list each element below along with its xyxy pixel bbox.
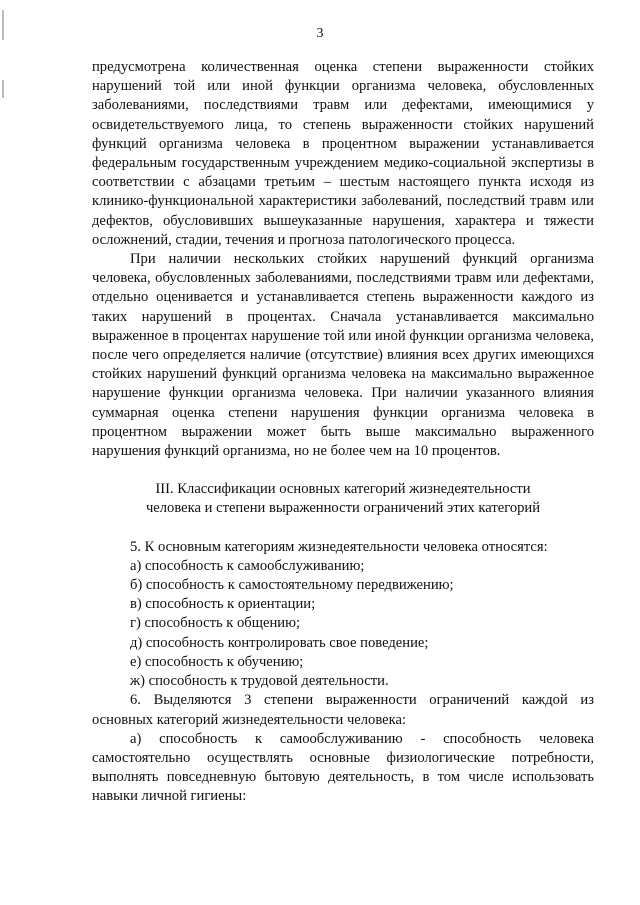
list-item: в) способность к ориентации;	[130, 596, 316, 613]
list-item: е) способность к обучению;	[130, 653, 304, 670]
clause-6-item-a: а) способность к самообслуживанию - способность человека самостоятельно осуществлять основные физиологические потребности, выполнять повседневную бытовую деятельность, в том числе использовать навыки личной гигиены:	[92, 730, 594, 805]
document-body	[92, 58, 594, 807]
section-heading-line-2: человека и степени выраженности ограничений этих категорий	[145, 500, 541, 517]
list-item: д) способность контролировать свое поведение;	[130, 634, 429, 651]
list-item: б) способность к самостоятельному передвижению;	[130, 577, 454, 594]
list-item: г) способность к общению;	[130, 615, 301, 632]
clause-6-intro: 6. Выделяются 3 степени выраженности ограничений каждой из основных категорий жизнедеятельности человека:	[92, 692, 594, 728]
paragraph-continuation: предусмотрена количественная оценка степени выраженности стойких нарушений той или иной функции организма человека, обусловленных заболеваниями, последствиями травм или дефектами, имеющимися у освидетельствуемого лица, то степень выраженности стойких нарушений функций организма человека в процентном выражении устанавливается федеральным государственным учреждением медико-социальной экспертизы в соответствии с абзацами третьим – шестым настоящего пункта исходя из клинико-функциональной характеристики заболеваний, последствий травм или дефектов, обусловивших вышеуказанные нарушения, характера и тяжести осложнений, стадии, течения и прогноза патологического процесса.	[92, 59, 594, 248]
section-heading-line-1: III. Классификации основных категорий жизнедеятельности	[155, 481, 531, 498]
life-activity-categories-list	[92, 557, 594, 691]
page-number: 3	[316, 26, 324, 41]
scan-artifact	[2, 80, 4, 98]
list-item: а) способность к самообслуживанию;	[130, 557, 365, 574]
section-heading	[92, 480, 594, 518]
list-item: ж) способность к трудовой деятельности.	[130, 673, 389, 690]
clause-5-intro: 5. К основным категориям жизнедеятельности человека относятся:	[130, 538, 548, 555]
paragraph-multiple-impairments: При наличии нескольких стойких нарушений функций организма человека, обусловленных заболеваниями, последствиями травм или дефектами, отдельно оценивается и устанавливается степень выраженности каждого из таких нарушений в процентах. Сначала устанавливается максимально выраженное в процентах нарушение той или иной функции организма человека, после чего определяется наличие (отсутствие) влияния всех других имеющихся стойких нарушений функций организма человека на максимально выраженное нарушение функции организма человека. При наличии указанного влияния суммарная оценка степени нарушения функции организма человека в процентном выражении может быть выше максимально выраженного нарушения функций организма, но не более чем на 10 процентов.	[92, 251, 594, 460]
